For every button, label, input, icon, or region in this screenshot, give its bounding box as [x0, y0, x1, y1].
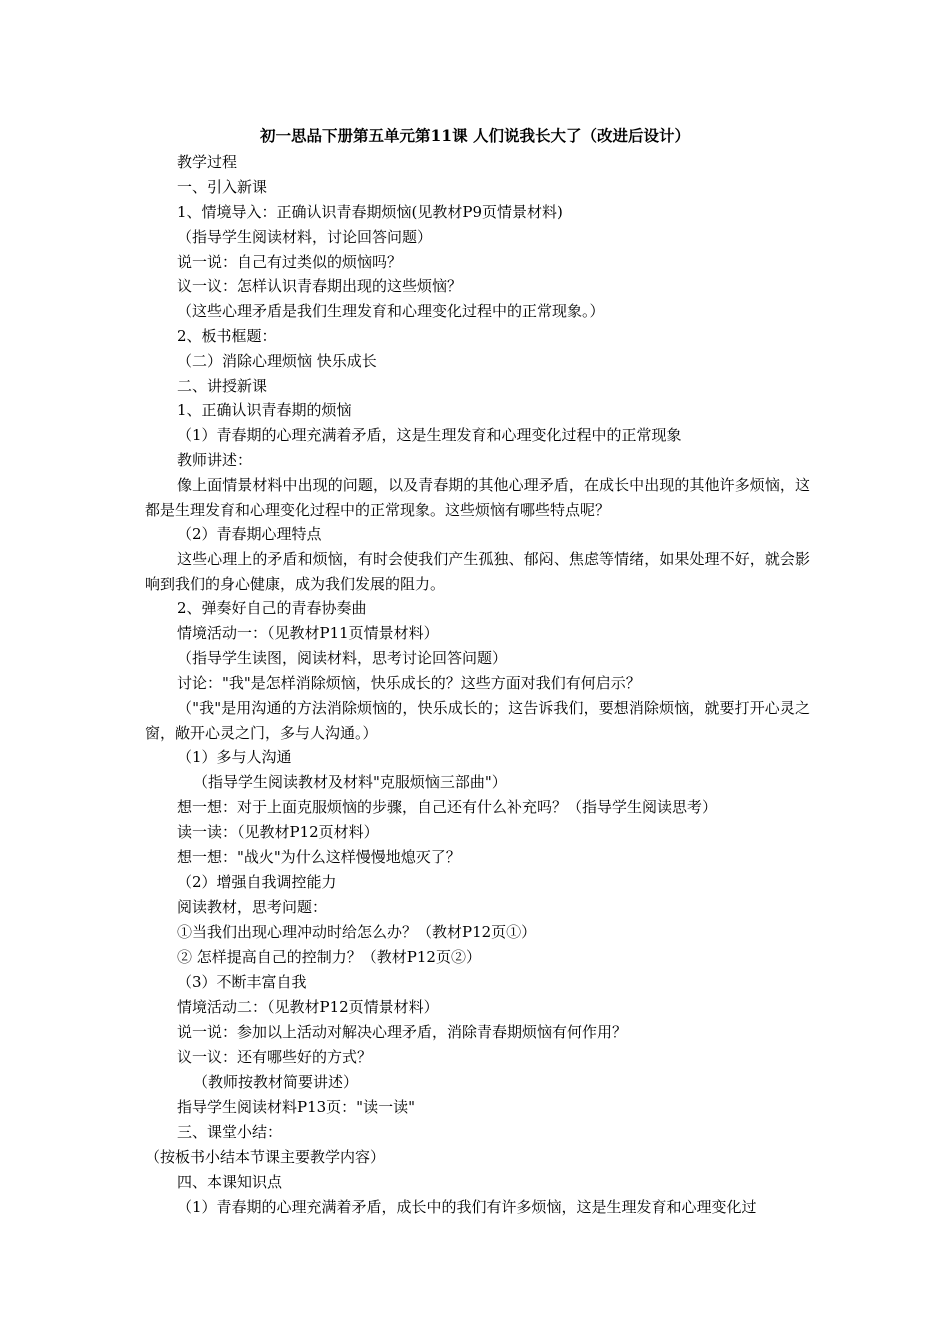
text-line: 说一说：参加以上活动对解决心理矛盾，消除青春期烦恼有何作用？	[177, 1023, 628, 1041]
section-heading: 三、课堂小结：	[177, 1123, 283, 1141]
text-line: （指导学生阅读材料，讨论回答问题）	[177, 228, 433, 246]
text-line: 读一读：（见教材P12页材料）	[177, 823, 379, 841]
text-line: （1）多与人沟通	[177, 748, 292, 766]
paragraph: （"我"是用沟通的方法消除烦恼的，快乐成长的；这告诉我们，要想消除烦恼，就要打开心灵之窗，敞开心灵之门，多与人沟通。）	[145, 699, 810, 742]
section-heading: 一、引入新课	[177, 178, 268, 196]
text-line: 教师讲述：	[177, 451, 253, 469]
text-line: 指导学生阅读材料P13页："读一读"	[177, 1098, 415, 1116]
text-line: 情境活动一：（见教材P11页情景材料）	[177, 624, 439, 642]
text-line: 2、板书框题：	[177, 327, 277, 345]
text-line: （按板书小结本节课主要教学内容）	[145, 1148, 386, 1166]
text-line: 教学过程	[177, 153, 238, 171]
text-line: （指导学生阅读教材及材料"克服烦恼三部曲"）	[193, 773, 507, 791]
text-line: （2）青春期心理特点	[177, 525, 322, 543]
section-heading: 二、讲授新课	[177, 377, 268, 395]
text-line: 1、情境导入：正确认识青春期烦恼(见教材P9页情景材料)	[177, 203, 563, 221]
text-line: 说一说：自己有过类似的烦恼吗？	[177, 253, 403, 271]
text-line: （二）消除心理烦恼 快乐成长	[177, 352, 377, 370]
text-line: （这些心理矛盾是我们生理发育和心理变化过程中的正常现象。）	[177, 302, 605, 320]
text-line: （指导学生读图，阅读材料，思考讨论回答问题）	[177, 649, 508, 667]
text-line: （1）青春期的心理充满着矛盾，这是生理发育和心理变化过程中的正常现象	[177, 426, 682, 444]
text-line: 想一想："战火"为什么这样慢慢地熄灭了？	[177, 848, 461, 866]
text-line: 讨论："我"是怎样消除烦恼，快乐成长的？这些方面对我们有何启示？	[177, 674, 641, 692]
paragraph: 这些心理上的矛盾和烦恼，有时会使我们产生孤独、郁闷、焦虑等情绪，如果处理不好，就会影响到我们的身心健康，成为我们发展的阻力。	[145, 550, 810, 593]
text-line: 阅读教材，思考问题：	[177, 898, 328, 916]
section-heading: 四、本课知识点	[177, 1173, 283, 1191]
paragraph: 像上面情景材料中出现的问题，以及青春期的其他心理矛盾，在成长中出现的其他许多烦恼，这都是生理发育和心理变化过程中的正常现象。这些烦恼有哪些特点呢？	[145, 476, 810, 519]
text-line: 情境活动二：（见教材P12页情景材料）	[177, 998, 439, 1016]
text-line: ② 怎样提高自己的控制力？（教材P12页②）	[177, 948, 481, 966]
text-line: 想一想：对于上面克服烦恼的步骤，自己还有什么补充吗？（指导学生阅读思考）	[177, 798, 718, 816]
text-line: ①当我们出现心理冲动时给怎么办？（教材P12页①）	[177, 923, 537, 941]
text-line: 1、正确认识青春期的烦恼	[177, 401, 352, 419]
text-line: （3）不断丰富自我	[177, 973, 307, 991]
text-line: （2）增强自我调控能力	[177, 873, 337, 891]
text-line: （教师按教材简要讲述）	[193, 1073, 359, 1091]
text-line: （1）青春期的心理充满着矛盾，成长中的我们有许多烦恼，这是生理发育和心理变化过	[177, 1198, 757, 1216]
text-line: 议一议：怎样认识青春期出现的这些烦恼？	[177, 277, 463, 295]
document-title: 初一思品下册第五单元第11课 人们说我长大了（改进后设计）	[260, 126, 690, 145]
text-line: 2、弹奏好自己的青春协奏曲	[177, 599, 367, 617]
text-line: 议一议：还有哪些好的方式？	[177, 1048, 373, 1066]
